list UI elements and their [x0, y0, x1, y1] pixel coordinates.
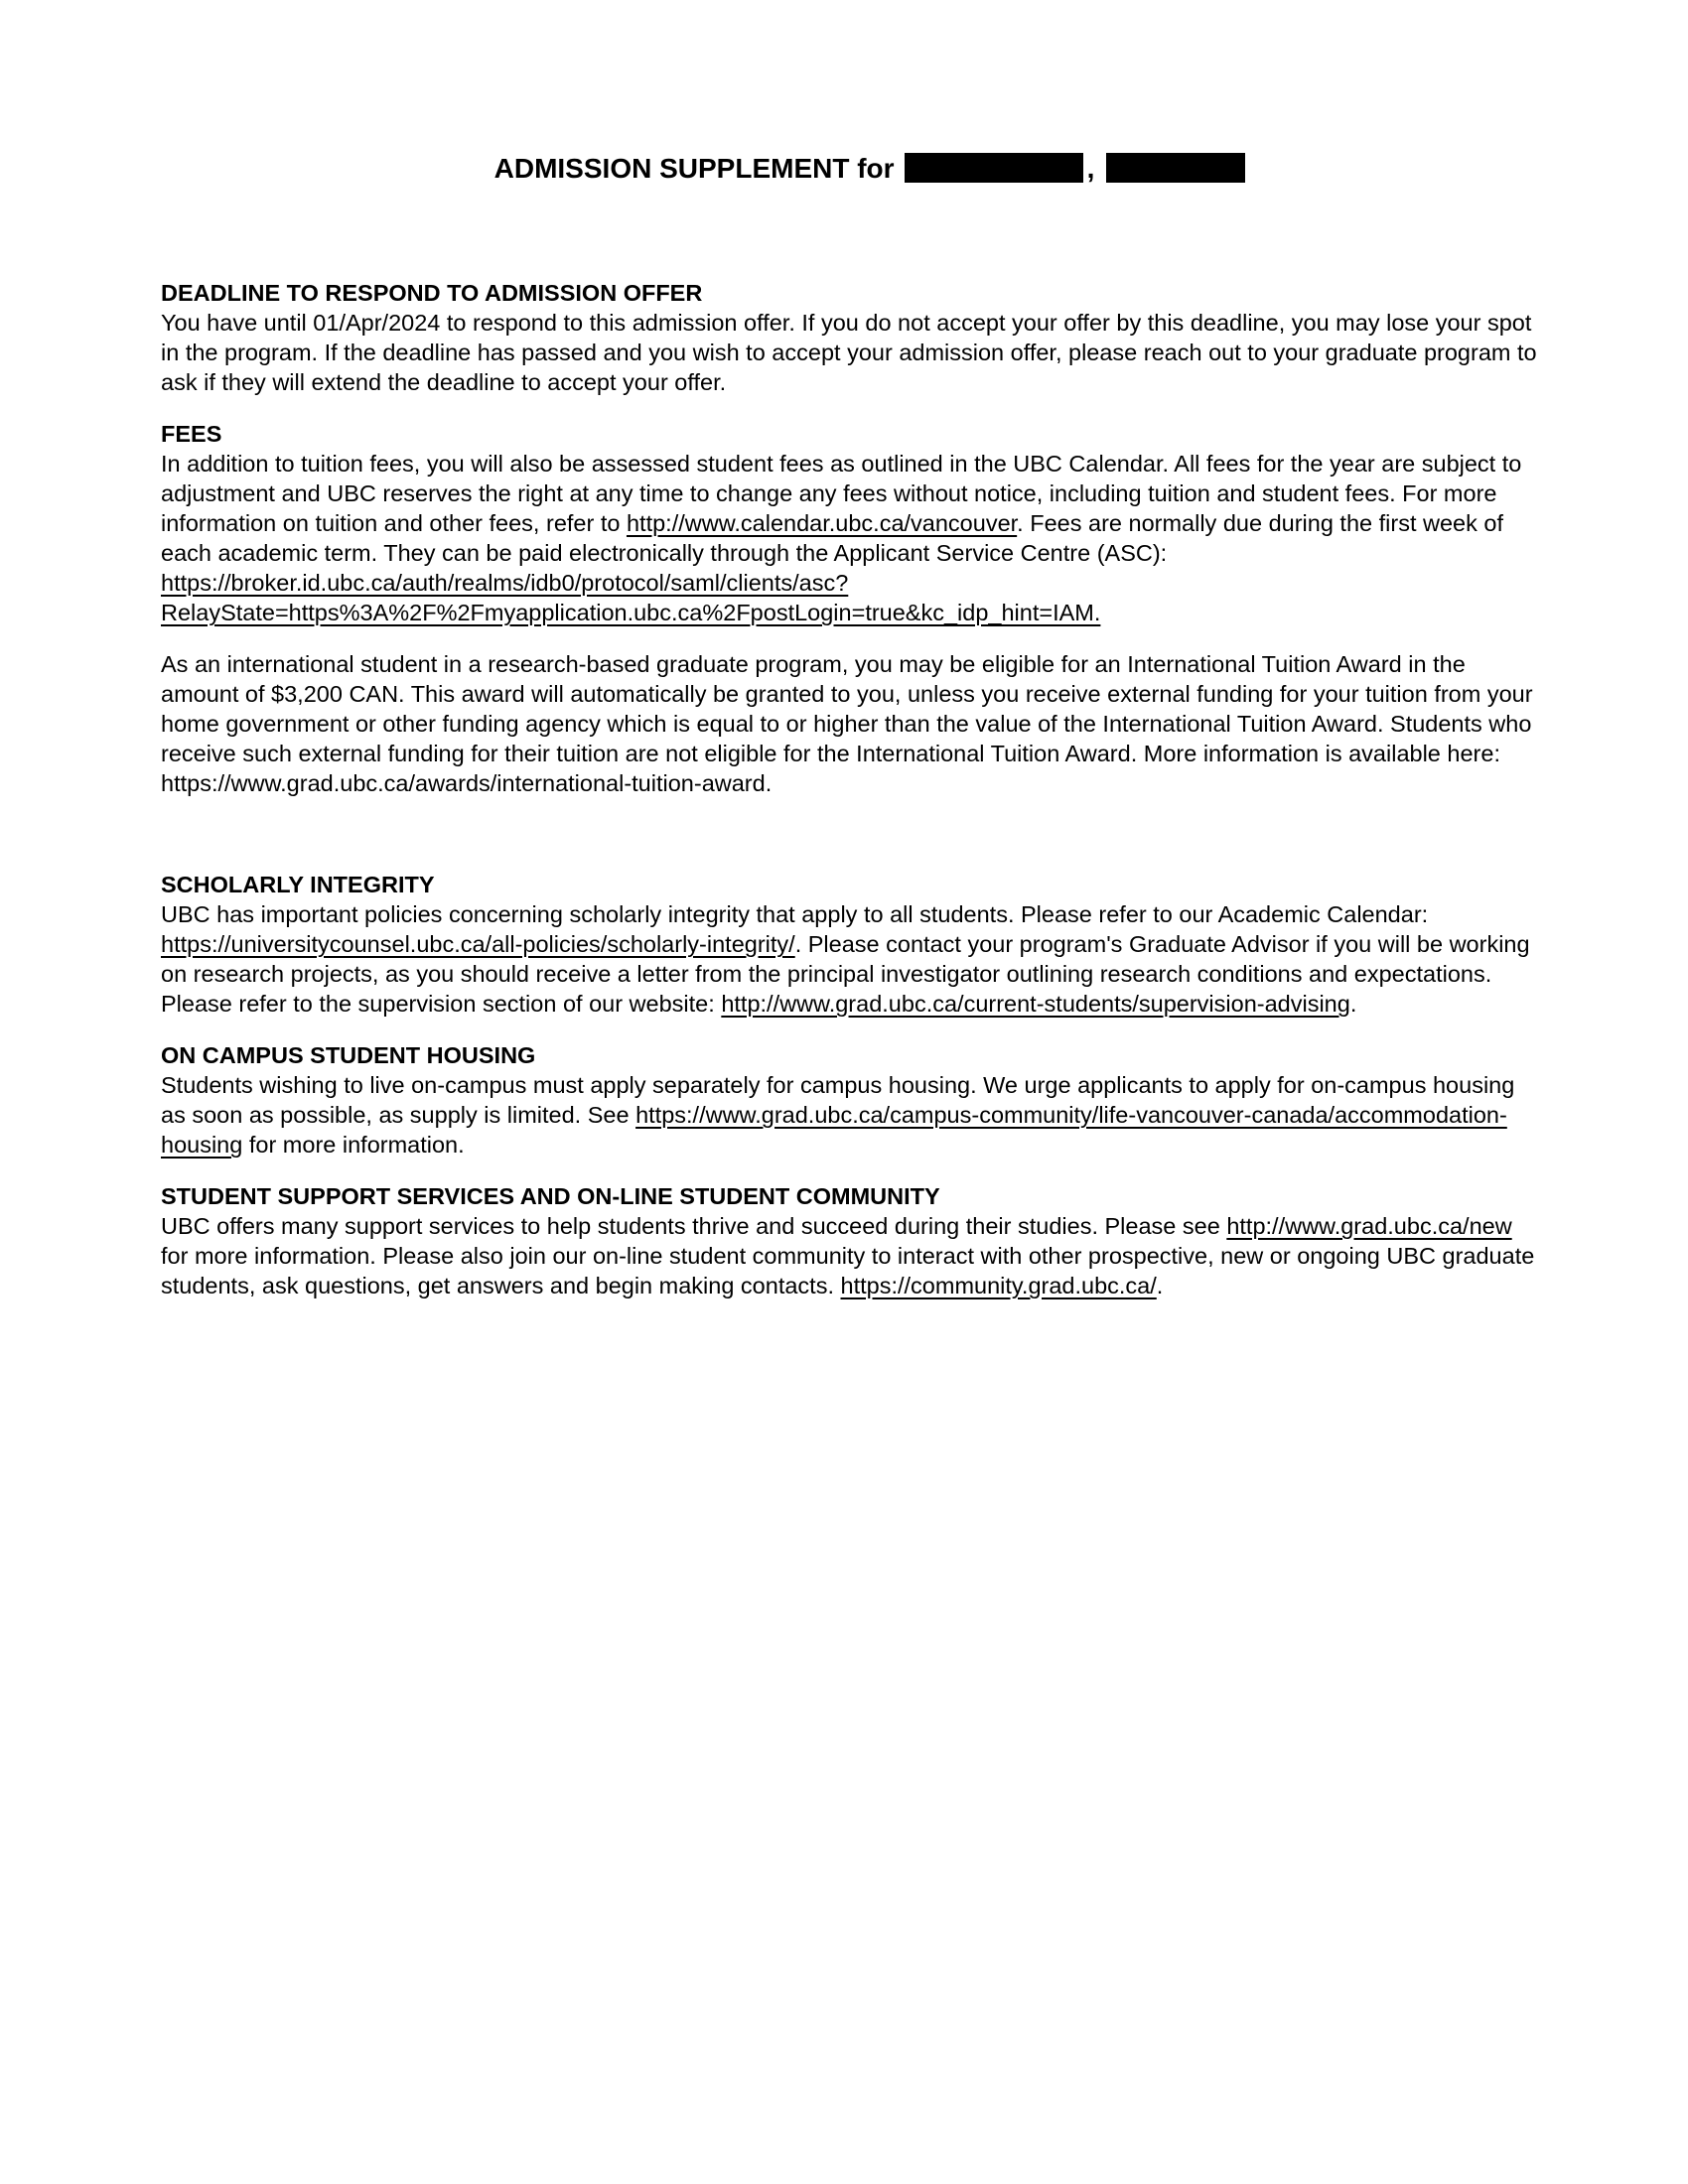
redacted-name-box-2	[1106, 153, 1245, 183]
document-title	[0, 0, 1688, 187]
section-heading-fees: FEES	[161, 421, 222, 447]
title-text: ADMISSION SUPPLEMENT for	[493, 153, 895, 184]
title-separator: ,	[1086, 153, 1095, 184]
paragraph	[161, 899, 1541, 1019]
link-url[interactable]: https://community.grad.ubc.ca/	[840, 1273, 1157, 1298]
section-heading-housing: ON CAMPUS STUDENT HOUSING	[161, 1042, 536, 1068]
paragraph-text: Students wishing to live on-campus must apply separately for campus housing. We urge applicants to apply for on-campus housing as soon as possible, as supply is limited. See	[161, 1072, 1515, 1128]
paragraph-text: .	[1349, 991, 1357, 1017]
paragraph-text: As an international student in a research-based graduate program, you may be eligible for an International Tuition Award in the amount of $3,200 CAN. This award will automatically be granted to you, unless you receive external funding for your tuition from your home government or other funding agency which is equal to or higher than the value of the International Tuition Award. Students who receive such external funding for their tuition are not eligible for the International Tuition Award. More information is available here: https://www.grad.ubc.ca/awards/international-tuition-award.	[161, 651, 1533, 796]
link-url[interactable]: http://www.grad.ubc.ca/new	[1226, 1213, 1512, 1239]
link-url[interactable]: https://universitycounsel.ubc.ca/all-policies/scholarly-integrity/	[161, 931, 795, 957]
paragraph-text: . Fees are normally due during the first week of each academic term. They can be paid electronically through the Applicant Service Centre (ASC):	[161, 510, 1503, 566]
paragraph-text: UBC has important policies concerning scholarly integrity that apply to all students. Please refer to our Academic Calendar:	[161, 901, 1429, 927]
paragraph-text: You have until 01/Apr/2024 to respond to this admission offer. If you do not accept your offer by this deadline, you may lose your spot in the program. If the deadline has passed and you wish to accept your admission offer, please reach out to your graduate program to ask if they will extend the deadline to accept your offer.	[161, 310, 1537, 395]
section-scholarly-integrity	[161, 870, 1541, 1019]
link-url[interactable]: RelayState=https%3A%2F%2Fmyapplication.ubc.ca%2FpostLogin=true&kc_idp_hint=IAM.	[161, 600, 1101, 625]
paragraph-text: . Please contact your program's Graduate Advisor if you will be working on research projects, as you should receive a letter from the principal investigator outlining research conditions and expectations. Please refer to the supervision section of our website:	[161, 931, 1530, 1017]
paragraph-text: UBC offers many support services to help students thrive and succeed during their studies. Please see	[161, 1213, 1227, 1239]
section-heading-scholarly-integrity: SCHOLARLY INTEGRITY	[161, 872, 435, 897]
paragraph	[161, 449, 1541, 627]
section-housing	[161, 1040, 1541, 1160]
paragraph	[161, 1070, 1541, 1160]
link-url[interactable]: https://www.grad.ubc.ca/campus-community/life-vancouver-canada/accommodation-housing	[161, 1102, 1507, 1158]
section-heading-deadline: DEADLINE TO RESPOND TO ADMISSION OFFER	[161, 280, 703, 306]
paragraph-text: for more information. Please also join our on-line student community to interact with other prospective, new or ongoing UBC graduate students, ask questions, get answers and begin making contacts.	[161, 1243, 1535, 1298]
paragraph-text: In addition to tuition fees, you will also be assessed student fees as outlined in the UBC Calendar. All fees for the year are subject to adjustment and UBC reserves the right at any time to change any fees without notice, including tuition and student fees. For more information on tuition and other fees, refer to	[161, 451, 1522, 536]
section-student-support	[161, 1181, 1541, 1300]
redacted-name-box-1	[905, 153, 1083, 183]
paragraph	[161, 649, 1541, 798]
link-url[interactable]: http://www.calendar.ubc.ca/vancouver	[626, 510, 1018, 536]
paragraph	[161, 1211, 1541, 1300]
section-deadline	[161, 278, 1541, 397]
document-body	[161, 278, 1541, 1300]
paragraph	[161, 308, 1541, 397]
link-url[interactable]: http://www.grad.ubc.ca/current-students/supervision-advising	[721, 991, 1350, 1017]
section-heading-student-support: STUDENT SUPPORT SERVICES AND ON-LINE STUDENT COMMUNITY	[161, 1183, 940, 1209]
paragraph-text: .	[1156, 1273, 1164, 1298]
paragraph-text: for more information.	[242, 1132, 465, 1158]
section-fees	[161, 419, 1541, 798]
link-url[interactable]: https://broker.id.ubc.ca/auth/realms/idb0/protocol/saml/clients/asc?	[161, 570, 849, 596]
